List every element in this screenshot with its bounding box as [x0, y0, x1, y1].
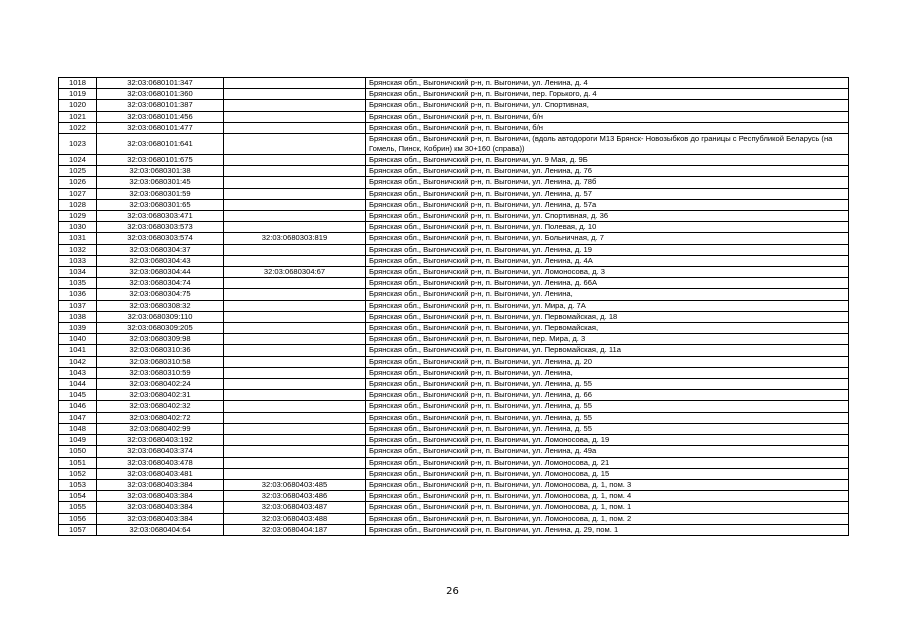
table-row	[59, 412, 849, 423]
object-number-cell	[224, 390, 366, 401]
row-number-cell: 1056	[59, 513, 97, 524]
row-number-cell: 1029	[59, 211, 97, 222]
table-row	[59, 423, 849, 434]
cadastral-number-cell: 32:03:0680403:384	[97, 479, 224, 490]
table-row	[59, 367, 849, 378]
cadastral-number-cell: 32:03:0680301:59	[97, 188, 224, 199]
cadastral-number-cell: 32:03:0680402:99	[97, 423, 224, 434]
cadastral-number-cell: 32:03:0680101:675	[97, 155, 224, 166]
object-number-cell	[224, 211, 366, 222]
object-number-cell	[224, 222, 366, 233]
address-cell: Брянская обл., Выгоничский р-н, п. Выгоничи, ул. Ленина, д. 55	[366, 401, 849, 412]
table-row	[59, 334, 849, 345]
row-number-cell: 1036	[59, 289, 97, 300]
object-number-cell	[224, 244, 366, 255]
object-number-cell	[224, 255, 366, 266]
cadastral-number-cell: 32:03:0680309:98	[97, 334, 224, 345]
cadastral-number-cell: 32:03:0680304:74	[97, 278, 224, 289]
cadastral-number-cell: 32:03:0680403:374	[97, 446, 224, 457]
address-cell: Брянская обл., Выгоничский р-н, п. Выгоничи, пер. Горького, д. 4	[366, 89, 849, 100]
row-number-cell: 1037	[59, 300, 97, 311]
row-number-cell: 1046	[59, 401, 97, 412]
address-cell: Брянская обл., Выгоничский р-н, п. Выгоничи, ул. Полевая, д. 10	[366, 222, 849, 233]
address-cell: Брянская обл., Выгоничский р-н, п. Выгоничи, ул. Ленина,	[366, 289, 849, 300]
address-cell: Брянская обл., Выгоничский р-н, п. Выгоничи, ул. Ломоносова, д. 1, пом. 4	[366, 491, 849, 502]
address-cell: Брянская обл., Выгоничский р-н, п. Выгоничи, ул. Ломоносова, д. 15	[366, 468, 849, 479]
object-number-cell	[224, 446, 366, 457]
cadastral-number-cell: 32:03:0680301:45	[97, 177, 224, 188]
address-cell: Брянская обл., Выгоничский р-н, п. Выгоничи, ул. Ленина, д. 78б	[366, 177, 849, 188]
address-cell: Брянская обл., Выгоничский р-н, п. Выгоничи, б/н	[366, 111, 849, 122]
address-cell: Брянская обл., Выгоничский р-н, п. Выгоничи, ул. Мира, д. 7А	[366, 300, 849, 311]
object-number-cell	[224, 345, 366, 356]
object-number-cell	[224, 300, 366, 311]
table-row	[59, 435, 849, 446]
address-cell: Брянская обл., Выгоничский р-н, п. Выгоничи, ул. Ленина, д. 49а	[366, 446, 849, 457]
row-number-cell: 1035	[59, 278, 97, 289]
address-cell: Брянская обл., Выгоничский р-н, п. Выгоничи, ул. Первомайская,	[366, 323, 849, 334]
cadastral-number-cell: 32:03:0680403:478	[97, 457, 224, 468]
address-cell: Брянская обл., Выгоничский р-н, п. Выгоничи, б/н	[366, 122, 849, 133]
row-number-cell: 1041	[59, 345, 97, 356]
cadastral-number-cell: 32:03:0680402:72	[97, 412, 224, 423]
object-number-cell: 32:03:0680403:486	[224, 491, 366, 502]
row-number-cell: 1032	[59, 244, 97, 255]
cadastral-number-cell: 32:03:0680304:37	[97, 244, 224, 255]
row-number-cell: 1023	[59, 134, 97, 155]
address-cell: Брянская обл., Выгоничский р-н, п. Выгоничи, ул. Ленина, д. 66А	[366, 278, 849, 289]
address-cell: Брянская обл., Выгоничский р-н, п. Выгоничи, ул. Ленина, д. 66	[366, 390, 849, 401]
address-cell: Брянская обл., Выгоничский р-н, п. Выгоничи, ул. Первомайская, д. 11а	[366, 345, 849, 356]
row-number-cell: 1028	[59, 199, 97, 210]
object-number-cell	[224, 278, 366, 289]
table-row	[59, 166, 849, 177]
cadastral-number-cell: 32:03:0680404:64	[97, 524, 224, 535]
address-cell: Брянская обл., Выгоничский р-н, п. Выгоничи, ул. Больничная, д. 7	[366, 233, 849, 244]
address-cell: Брянская обл., Выгоничский р-н, п. Выгоничи, ул. Ленина, д. 55	[366, 379, 849, 390]
table-row	[59, 278, 849, 289]
row-number-cell: 1019	[59, 89, 97, 100]
table-row	[59, 524, 849, 535]
cadastral-number-cell: 32:03:0680101:387	[97, 100, 224, 111]
address-cell: Брянская обл., Выгоничский р-н, п. Выгоничи, (вдоль автодороги М13 Брянск- Новозыбков до границы с Республикой Беларусь (на Гомель, Пинск, Кобрин) км 30+160 (справа))	[366, 134, 849, 155]
table-row	[59, 100, 849, 111]
object-number-cell	[224, 89, 366, 100]
table-row	[59, 390, 849, 401]
row-number-cell: 1048	[59, 423, 97, 434]
object-number-cell	[224, 323, 366, 334]
address-cell: Брянская обл., Выгоничский р-н, п. Выгоничи, ул. Ленина, д. 55	[366, 412, 849, 423]
object-number-cell	[224, 166, 366, 177]
cadastral-number-cell: 32:03:0680303:471	[97, 211, 224, 222]
row-number-cell: 1030	[59, 222, 97, 233]
cadastral-number-cell: 32:03:0680303:573	[97, 222, 224, 233]
table-row	[59, 345, 849, 356]
address-cell: Брянская обл., Выгоничский р-н, п. Выгоничи, ул. Ленина, д. 29, пом. 1	[366, 524, 849, 535]
object-number-cell: 32:03:0680304:67	[224, 267, 366, 278]
cadastral-number-cell: 32:03:0680101:477	[97, 122, 224, 133]
row-number-cell: 1021	[59, 111, 97, 122]
cadastral-table	[58, 77, 849, 536]
object-number-cell	[224, 356, 366, 367]
row-number-cell: 1043	[59, 367, 97, 378]
row-number-cell: 1020	[59, 100, 97, 111]
cadastral-number-cell: 32:03:0680308:32	[97, 300, 224, 311]
table-row	[59, 479, 849, 490]
address-cell: Брянская обл., Выгоничский р-н, п. Выгоничи, ул. Ленина, д. 4А	[366, 255, 849, 266]
object-number-cell	[224, 401, 366, 412]
object-number-cell	[224, 367, 366, 378]
row-number-cell: 1034	[59, 267, 97, 278]
object-number-cell	[224, 100, 366, 111]
row-number-cell: 1052	[59, 468, 97, 479]
object-number-cell	[224, 111, 366, 122]
cadastral-number-cell: 32:03:0680101:360	[97, 89, 224, 100]
table-row	[59, 446, 849, 457]
address-cell: Брянская обл., Выгоничский р-н, п. Выгоничи, ул. Ленина, д. 19	[366, 244, 849, 255]
row-number-cell: 1040	[59, 334, 97, 345]
table-body	[59, 78, 849, 536]
object-number-cell: 32:03:0680404:187	[224, 524, 366, 535]
table-row	[59, 211, 849, 222]
row-number-cell: 1025	[59, 166, 97, 177]
row-number-cell: 1054	[59, 491, 97, 502]
cadastral-number-cell: 32:03:0680301:65	[97, 199, 224, 210]
cadastral-number-cell: 32:03:0680309:205	[97, 323, 224, 334]
table-row	[59, 188, 849, 199]
address-cell: Брянская обл., Выгоничский р-н, п. Выгоничи, ул. Ломоносова, д. 1, пом. 2	[366, 513, 849, 524]
cadastral-number-cell: 32:03:0680101:641	[97, 134, 224, 155]
object-number-cell	[224, 199, 366, 210]
row-number-cell: 1050	[59, 446, 97, 457]
table-row	[59, 491, 849, 502]
row-number-cell: 1033	[59, 255, 97, 266]
address-cell: Брянская обл., Выгоничский р-н, п. Выгоничи, ул. Ленина, д. 20	[366, 356, 849, 367]
address-cell: Брянская обл., Выгоничский р-н, п. Выгоничи, ул. Ломоносова, д. 19	[366, 435, 849, 446]
cadastral-number-cell: 32:03:0680403:192	[97, 435, 224, 446]
object-number-cell	[224, 134, 366, 155]
table-row	[59, 233, 849, 244]
table-row	[59, 134, 849, 155]
address-cell: Брянская обл., Выгоничский р-н, п. Выгоничи, ул. Ломоносова, д. 1, пом. 3	[366, 479, 849, 490]
object-number-cell	[224, 435, 366, 446]
row-number-cell: 1047	[59, 412, 97, 423]
cadastral-number-cell: 32:03:0680403:384	[97, 502, 224, 513]
address-cell: Брянская обл., Выгоничский р-н, п. Выгоничи, ул. Спортивная, д. 36	[366, 211, 849, 222]
object-number-cell	[224, 289, 366, 300]
object-number-cell: 32:03:0680403:485	[224, 479, 366, 490]
row-number-cell: 1026	[59, 177, 97, 188]
table-row	[59, 323, 849, 334]
table-row	[59, 468, 849, 479]
table-row	[59, 199, 849, 210]
object-number-cell	[224, 311, 366, 322]
object-number-cell	[224, 468, 366, 479]
object-number-cell	[224, 188, 366, 199]
row-number-cell: 1049	[59, 435, 97, 446]
table-row	[59, 255, 849, 266]
cadastral-number-cell: 32:03:0680310:36	[97, 345, 224, 356]
cadastral-number-cell: 32:03:0680403:384	[97, 491, 224, 502]
object-number-cell	[224, 379, 366, 390]
row-number-cell: 1024	[59, 155, 97, 166]
table-row	[59, 267, 849, 278]
cadastral-number-cell: 32:03:0680304:43	[97, 255, 224, 266]
address-cell: Брянская обл., Выгоничский р-н, п. Выгоничи, ул. Ленина, д. 4	[366, 78, 849, 89]
table-row	[59, 289, 849, 300]
table-row	[59, 401, 849, 412]
address-cell: Брянская обл., Выгоничский р-н, п. Выгоничи, ул. Ломоносова, д. 3	[366, 267, 849, 278]
table-row	[59, 78, 849, 89]
address-cell: Брянская обл., Выгоничский р-н, п. Выгоничи, ул. Ленина, д. 57	[366, 188, 849, 199]
row-number-cell: 1044	[59, 379, 97, 390]
row-number-cell: 1018	[59, 78, 97, 89]
cadastral-number-cell: 32:03:0680101:456	[97, 111, 224, 122]
row-number-cell: 1053	[59, 479, 97, 490]
row-number-cell: 1045	[59, 390, 97, 401]
row-number-cell: 1022	[59, 122, 97, 133]
object-number-cell	[224, 334, 366, 345]
row-number-cell: 1042	[59, 356, 97, 367]
row-number-cell: 1057	[59, 524, 97, 535]
object-number-cell: 32:03:0680303:819	[224, 233, 366, 244]
object-number-cell: 32:03:0680403:488	[224, 513, 366, 524]
row-number-cell: 1027	[59, 188, 97, 199]
cadastral-number-cell: 32:03:0680303:574	[97, 233, 224, 244]
table-row	[59, 300, 849, 311]
table-row	[59, 379, 849, 390]
cadastral-number-cell: 32:03:0680304:75	[97, 289, 224, 300]
row-number-cell: 1038	[59, 311, 97, 322]
address-cell: Брянская обл., Выгоничский р-н, п. Выгоничи, ул. 9 Мая, д. 9Б	[366, 155, 849, 166]
object-number-cell	[224, 122, 366, 133]
table-row	[59, 513, 849, 524]
table-row	[59, 502, 849, 513]
address-cell: Брянская обл., Выгоничский р-н, п. Выгоничи, пер. Мира, д. 3	[366, 334, 849, 345]
cadastral-number-cell: 32:03:0680402:31	[97, 390, 224, 401]
table-row	[59, 311, 849, 322]
table-row	[59, 155, 849, 166]
table-row	[59, 111, 849, 122]
cadastral-number-cell: 32:03:0680301:38	[97, 166, 224, 177]
table-row	[59, 356, 849, 367]
address-cell: Брянская обл., Выгоничский р-н, п. Выгоничи, ул. Ленина, д. 55	[366, 423, 849, 434]
cadastral-number-cell: 32:03:0680310:58	[97, 356, 224, 367]
row-number-cell: 1055	[59, 502, 97, 513]
cadastral-number-cell: 32:03:0680310:59	[97, 367, 224, 378]
row-number-cell: 1031	[59, 233, 97, 244]
table-row	[59, 89, 849, 100]
table-row	[59, 177, 849, 188]
cadastral-number-cell: 32:03:0680402:24	[97, 379, 224, 390]
object-number-cell	[224, 412, 366, 423]
cadastral-number-cell: 32:03:0680304:44	[97, 267, 224, 278]
object-number-cell	[224, 423, 366, 434]
table-row	[59, 244, 849, 255]
cadastral-number-cell: 32:03:0680403:481	[97, 468, 224, 479]
cadastral-number-cell: 32:03:0680101:347	[97, 78, 224, 89]
address-cell: Брянская обл., Выгоничский р-н, п. Выгоничи, ул. Ломоносова, д. 1, пом. 1	[366, 502, 849, 513]
object-number-cell	[224, 78, 366, 89]
page-number: 26	[446, 586, 459, 597]
object-number-cell	[224, 177, 366, 188]
address-cell: Брянская обл., Выгоничский р-н, п. Выгоничи, ул. Ленина, д. 76	[366, 166, 849, 177]
object-number-cell	[224, 155, 366, 166]
table-row	[59, 222, 849, 233]
table-row	[59, 122, 849, 133]
table-row	[59, 457, 849, 468]
address-cell: Брянская обл., Выгоничский р-н, п. Выгоничи, ул. Ленина,	[366, 367, 849, 378]
address-cell: Брянская обл., Выгоничский р-н, п. Выгоничи, ул. Ломоносова, д. 21	[366, 457, 849, 468]
row-number-cell: 1039	[59, 323, 97, 334]
row-number-cell: 1051	[59, 457, 97, 468]
object-number-cell: 32:03:0680403:487	[224, 502, 366, 513]
cadastral-number-cell: 32:03:0680403:384	[97, 513, 224, 524]
object-number-cell	[224, 457, 366, 468]
cadastral-number-cell: 32:03:0680309:110	[97, 311, 224, 322]
cadastral-number-cell: 32:03:0680402:32	[97, 401, 224, 412]
address-cell: Брянская обл., Выгоничский р-н, п. Выгоничи, ул. Ленина, д. 57а	[366, 199, 849, 210]
address-cell: Брянская обл., Выгоничский р-н, п. Выгоничи, ул. Спортивная,	[366, 100, 849, 111]
address-cell: Брянская обл., Выгоничский р-н, п. Выгоничи, ул. Первомайская, д. 18	[366, 311, 849, 322]
